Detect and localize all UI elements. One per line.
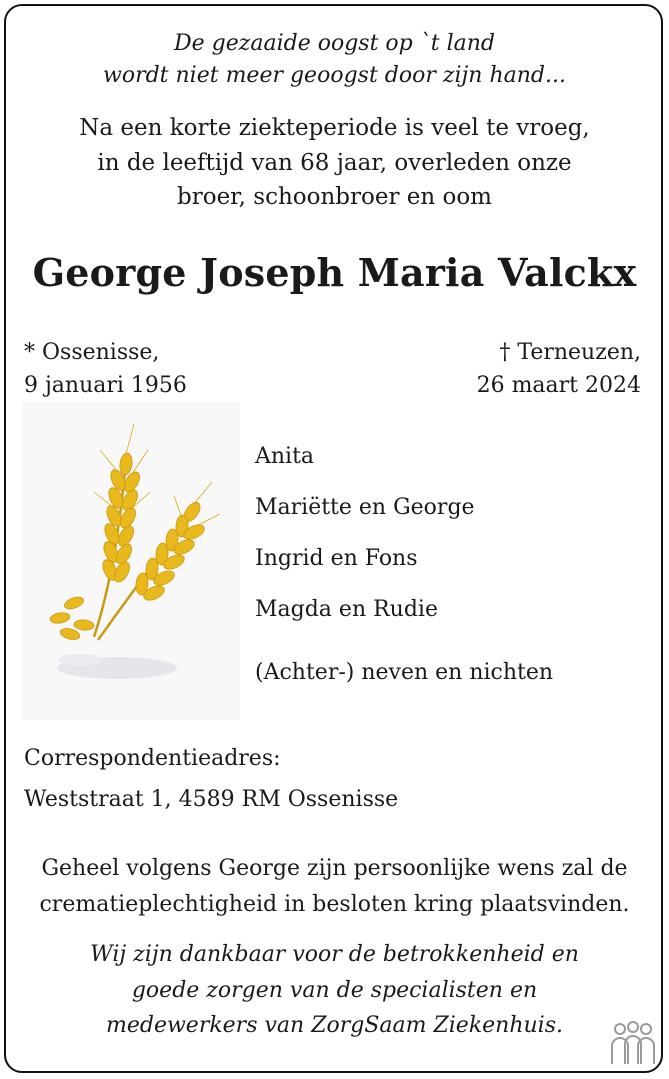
correspondence-address: Weststraat 1, 4589 RM Ossenisse: [24, 787, 399, 812]
intro-line-3: broer, schoonbroer en oom: [177, 184, 492, 210]
thanks-line-3: medewerkers van ZorgSaam Ziekenhuis.: [105, 1013, 563, 1038]
wheat-ears-icon: [22, 402, 240, 720]
relative-4: Magda en Rudie: [255, 597, 438, 622]
wish-line-1: Geheel volgens George zijn persoonlijke wens zal de: [41, 856, 628, 881]
motto-line-1: De gezaaide oogst op `t land: [174, 31, 495, 56]
relative-1: Anita: [255, 444, 315, 469]
birth-place: * Ossenisse,: [24, 340, 160, 365]
relative-2: Mariëtte en George: [255, 495, 475, 520]
correspondence-label: Correspondentieadres:: [24, 746, 281, 771]
thanks-line-1: Wij zijn dankbaar voor de betrokkenheid en: [90, 942, 579, 967]
birth-date: 9 januari 1956: [24, 373, 187, 398]
wish-line-2: crematieplechtigheid in besloten kring plaatsvinden.: [39, 892, 630, 917]
people-group-icon: [606, 1020, 660, 1066]
deceased-name: George Joseph Maria Valckx: [32, 250, 637, 295]
intro-line-2: in de leeftijd van 68 jaar, overleden onze: [97, 150, 572, 176]
death-date: 26 maart 2024: [476, 373, 641, 398]
thanks-line-2: goede zorgen van de specialisten en: [131, 978, 538, 1003]
death-place: † Terneuzen,: [499, 340, 641, 365]
relative-3: Ingrid en Fons: [255, 546, 418, 571]
relative-5: (Achter-) neven en nichten: [255, 660, 554, 685]
intro-line-1: Na een korte ziekteperiode is veel te vroeg,: [79, 115, 590, 141]
motto-line-2: wordt niet meer geoogst door zijn hand...: [103, 63, 566, 88]
